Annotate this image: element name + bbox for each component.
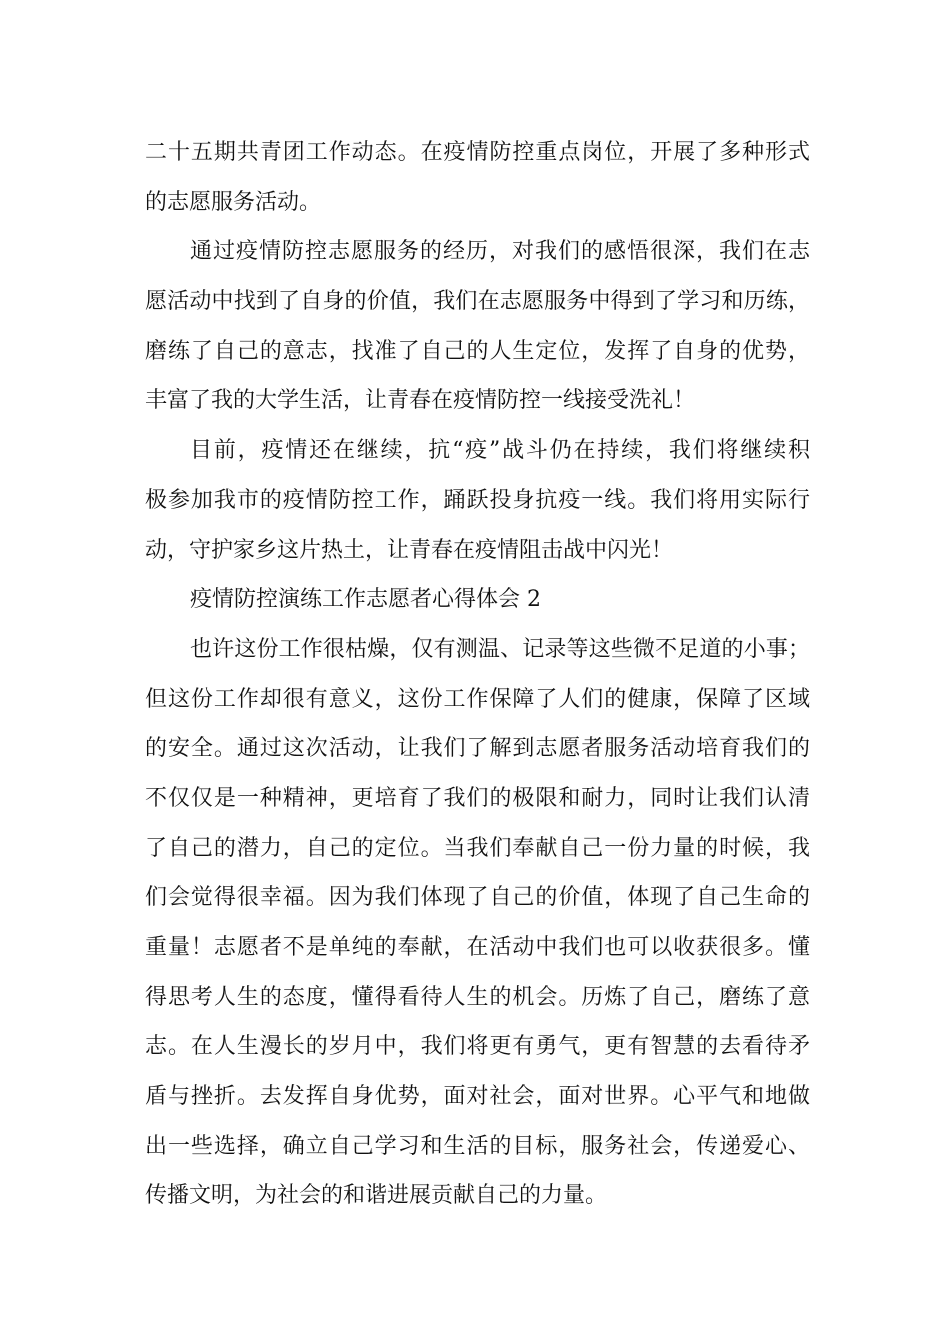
text-line: 动，守护家乡这片热土，让青春在疫情阻击战中闪光！ (145, 537, 674, 563)
text-line: 磨练了自己的意志，找准了自己的人生定位，发挥了自身的优势， (145, 338, 810, 364)
text-line: 盾与挫折。去发挥自身优势，面对社会，面对世界。心平气和地做 (145, 1084, 810, 1110)
text-line: 了自己的潜力，自己的定位。当我们奉献自己一份力量的时候，我 (145, 835, 810, 861)
text-line: 重量！志愿者不是单纯的奉献，在活动中我们也可以收获很多。懂 (145, 935, 810, 960)
text-line: 得思考人生的态度，懂得看待人生的机会。历炼了自己，磨练了意 (145, 984, 810, 1010)
text-line: 的志愿服务活动。 (145, 189, 322, 215)
text-line: 出一些选择，确立自己学习和生活的目标，服务社会，传递爱心、 (145, 1133, 810, 1159)
section-heading: 疫情防控演练工作志愿者心得体会 2 (190, 587, 541, 613)
text-line: 传播文明，为社会的和谐进展贡献自己的力量。 (145, 1183, 608, 1209)
text-line: 们会觉得很幸福。因为我们体现了自己的价值，体现了自己生命的 (145, 885, 810, 911)
text-line: 极参加我市的疫情防控工作，踊跃投身抗疫一线。我们将用实际行 (145, 487, 810, 513)
text-line: 的安全。通过这次活动，让我们了解到志愿者服务活动培育我们的 (145, 736, 810, 762)
text-line: 愿活动中找到了自身的价值，我们在志愿服务中得到了学习和历练， (145, 289, 810, 315)
text-line: 目前，疫情还在继续，抗“疫”战斗仍在持续，我们将继续积 (190, 438, 810, 464)
text-line: 也许这份工作很枯燥，仅有测温、记录等这些微不足道的小事； (190, 636, 810, 662)
text-line: 志。在人生漫长的岁月中，我们将更有勇气，更有智慧的去看待矛 (145, 1034, 810, 1060)
text-line: 通过疫情防控志愿服务的经历，对我们的感悟很深，我们在志 (190, 239, 810, 265)
text-line: 二十五期共青团工作动态。在疫情防控重点岗位，开展了多种形式 (145, 140, 810, 165)
text-line: 不仅仅是一种精神，更培育了我们的极限和耐力，同时让我们认清 (145, 785, 810, 811)
document-body (145, 128, 810, 1221)
text-line: 但这份工作却很有意义，这份工作保障了人们的健康，保障了区域 (145, 686, 810, 712)
text-line: 丰富了我的大学生活，让青春在疫情防控一线接受洗礼！ (145, 388, 696, 414)
